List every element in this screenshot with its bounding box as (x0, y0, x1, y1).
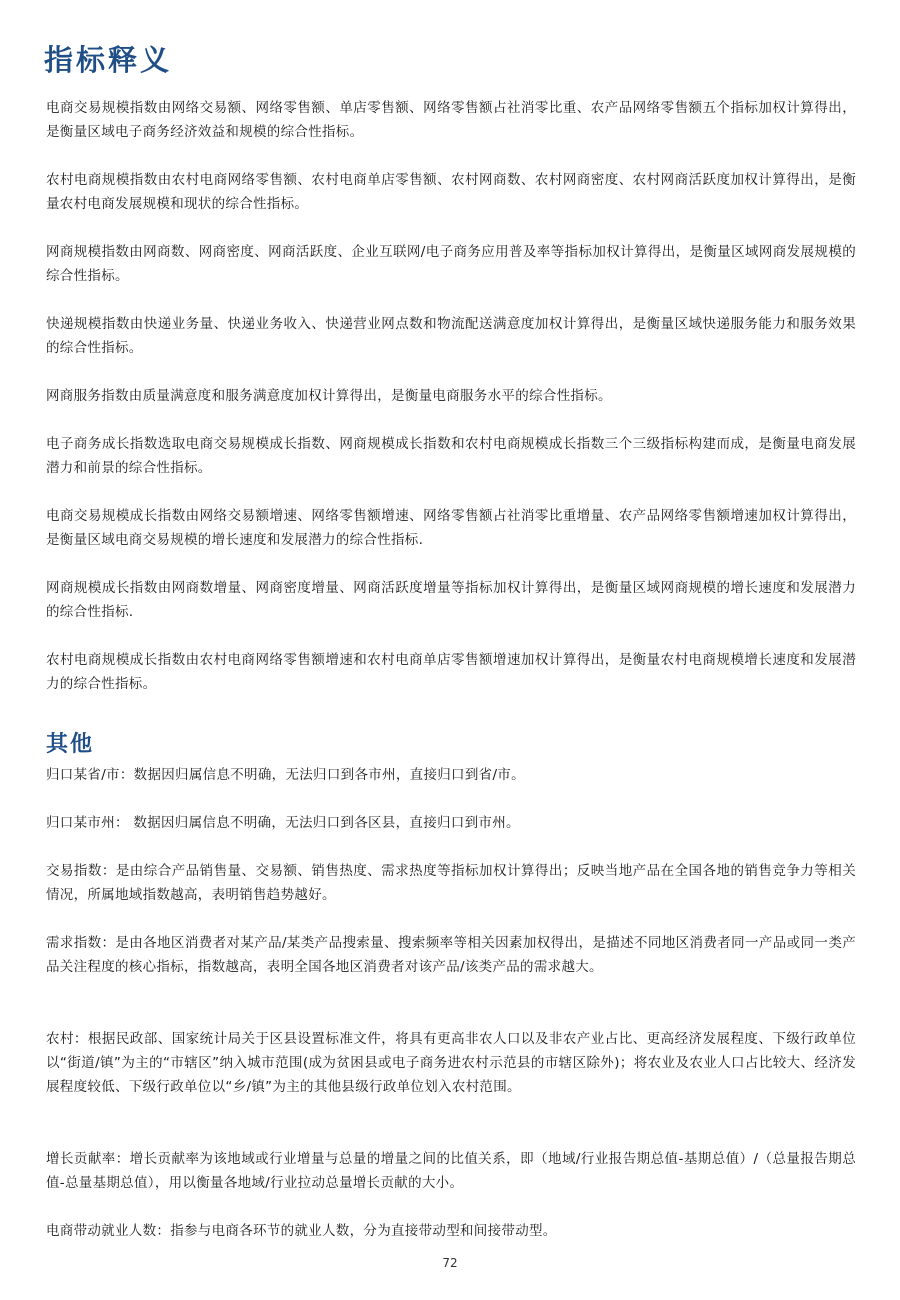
paragraph-attributed-province: 归口某省/市：数据因归属信息不明确，无法归口到各市州，直接归口到省/市。 (46, 767, 525, 783)
page-number: 72 (442, 1256, 458, 1270)
paragraph-attributed-prefecture: 归口某市州： 数据因归属信息不明确，无法归口到各区县，直接归口到市州。 (46, 815, 520, 831)
paragraph-rural-scale-growth-index: 农村电商规模成长指数由农村电商网络零售额增速和农村电商单店零售额增速加权计算得出，是衡量农村电商规模增长速度和发展潜力的综合性指标。 (46, 652, 856, 692)
paragraph-demand-index: 需求指数：是由各地区消费者对某产品/某类产品搜索量、搜索频率等相关因素加权得出，是描述不同地区消费者同一产品或同一类产品关注程度的核心指标，指数越高，表明全国各地区消费者对该产品/该类产品的需求越大。 (46, 935, 856, 975)
paragraph-merchant-scale-growth-index: 网商规模成长指数由网商数增量、网商密度增量、网商活跃度增量等指标加权计算得出，是衡量区域网商规模的增长速度和发展潜力的综合性指标. (46, 580, 856, 620)
paragraph-ecommerce-employment: 电商带动就业人数：指参与电商各环节的就业人数，分为直接带动型和间接带动型。 (46, 1223, 557, 1239)
paragraph-express-delivery-scale-index: 快递规模指数由快递业务量、快递业务收入、快递营业网点数和物流配送满意度加权计算得出，是衡量区域快递服务能力和服务效果的综合性指标。 (46, 316, 856, 356)
paragraph-rural-ecommerce-scale-index: 农村电商规模指数由农村电商网络零售额、农村电商单店零售额、农村网商数、农村网商密度、农村网商活跃度加权计算得出，是衡量农村电商发展规模和现状的综合性指标。 (46, 172, 856, 212)
paragraph-online-merchant-service-index: 网商服务指数由质量满意度和服务满意度加权计算得出，是衡量电商服务水平的综合性指标。 (46, 388, 612, 404)
paragraph-growth-contribution-rate: 增长贡献率：增长贡献率为该地域或行业增量与总量的增量之间的比值关系，即（地域/行业报告期总值-基期总值）/（总量报告期总值-总量基期总值），用以衡量各地域/行业拉动总量增长贡献的大小。 (46, 1151, 856, 1191)
paragraph-rural-definition: 农村：根据民政部、国家统计局关于区县设置标准文件，将具有更高非农人口以及非农产业占比、更高经济发展程度、下级行政单位以“街道/镇”为主的“市辖区”纳入城市范围(成为贫困县或电子商务进农村示范县的市辖区除外)；将农业及农业人口占比较大、经济发展程度较低、下级行政单位以“乡/镇”为主的其他县级行政单位划入农村范围。 (46, 1031, 856, 1095)
paragraph-transaction-index: 交易指数：是由综合产品销售量、交易额、销售热度、需求热度等指标加权计算得出；反映当地产品在全国各地的销售竞争力等相关情况，所属地域指数越高，表明销售趋势越好。 (46, 863, 856, 903)
section-title-other: 其他 (46, 732, 95, 757)
section-title-indicator-definitions: 指标释义 (44, 43, 173, 77)
paragraph-online-merchant-scale-index: 网商规模指数由网商数、网商密度、网商活跃度、企业互联网/电子商务应用普及率等指标加权计算得出，是衡量区域网商发展规模的综合性指标。 (46, 244, 856, 284)
paragraph-transaction-scale-growth-index: 电商交易规模成长指数由网络交易额增速、网络零售额增速、网络零售额占社消零比重增量、农产品网络零售额增速加权计算得出，是衡量区域电商交易规模的增长速度和发展潜力的综合性指标. (46, 508, 856, 548)
paragraph-ecommerce-transaction-scale-index: 电商交易规模指数由网络交易额、网络零售额、单店零售额、网络零售额占社消零比重、农产品网络零售额五个指标加权计算得出，是衡量区域电子商务经济效益和规模的综合性指标。 (46, 100, 856, 140)
paragraph-ecommerce-growth-index: 电子商务成长指数选取电商交易规模成长指数、网商规模成长指数和农村电商规模成长指数三个三级指标构建而成，是衡量电商发展潜力和前景的综合性指标。 (46, 436, 856, 476)
